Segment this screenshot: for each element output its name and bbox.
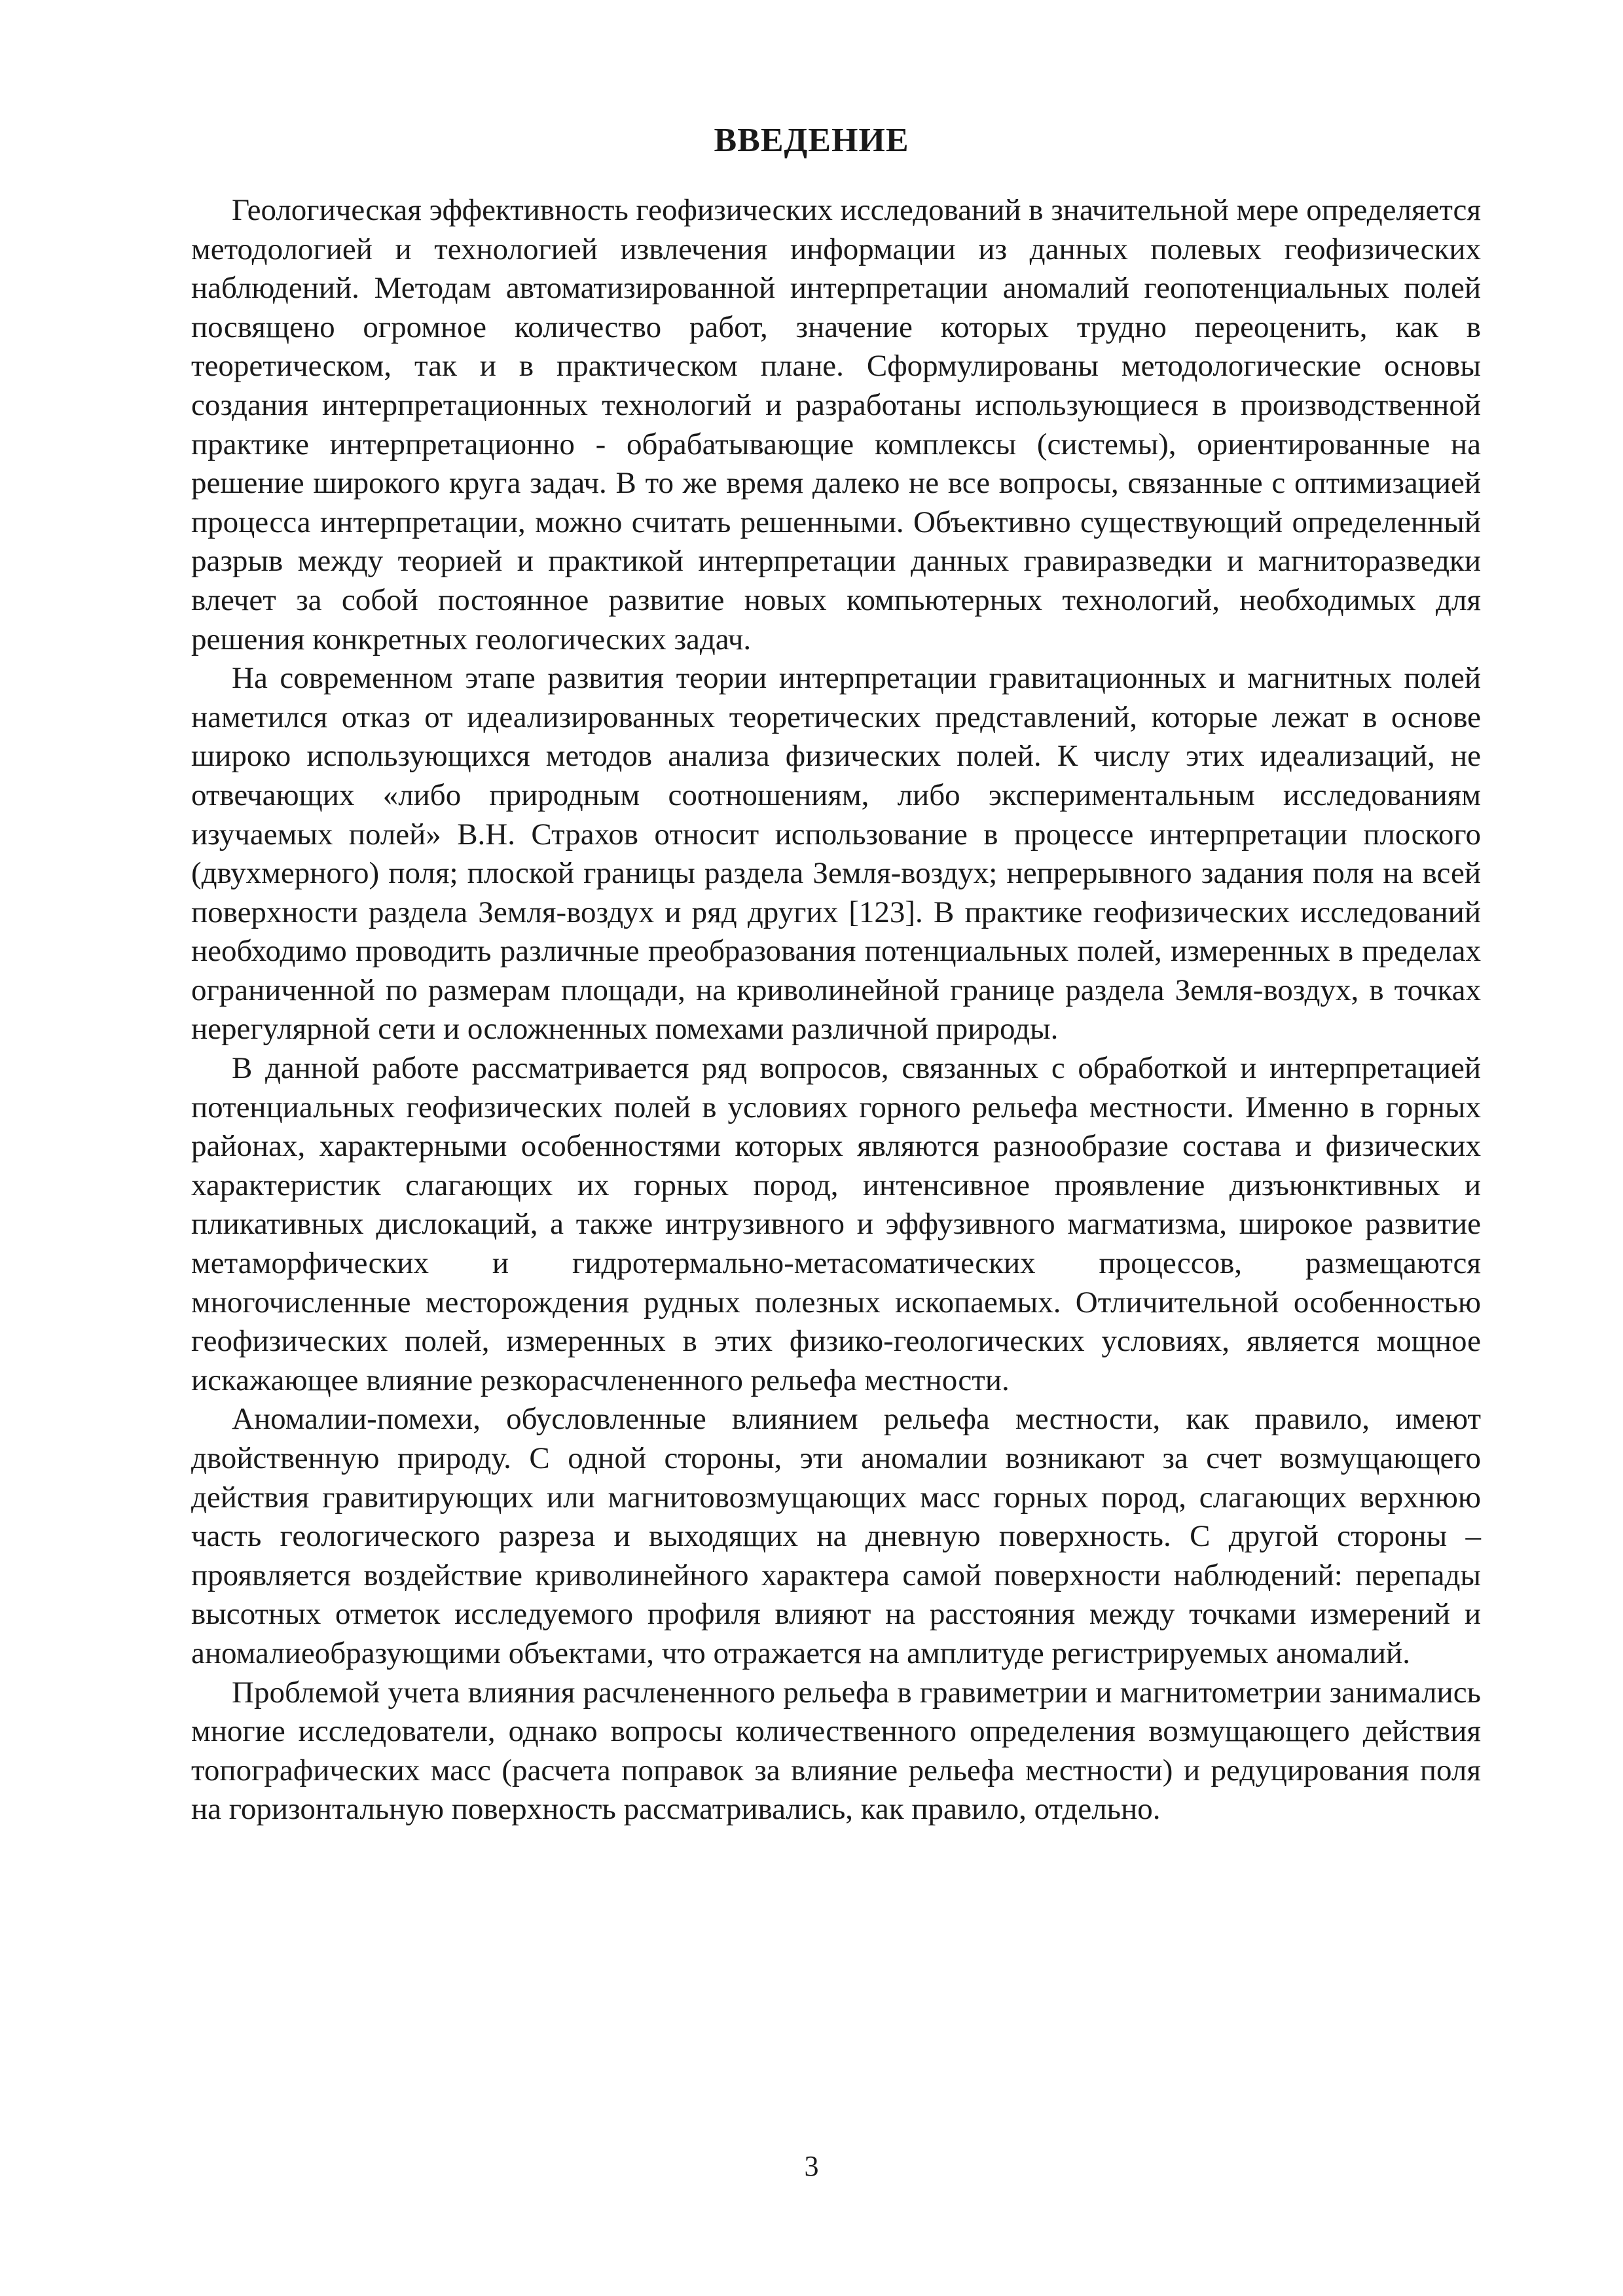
paragraph-1: Геологическая эффективность геофизических исследований в значительной мере определяется методологией и технологией извлечения информации из данных полевых геофизических наблюдений. Методам автоматизированной интерпретации аномалий геопотенциальных полей посвящено огромное количество работ, значение которых трудно переоценить, как в теоретическом, так и в практическом плане. Сформулированы методологические основы создания интерпретационных технологий и разработаны использующиеся в производственной практике интерпретационно - обрабатывающие комплексы (системы), ориентированные на решение широкого круга задач. В то же время далеко не все вопросы, связанные с оптимизацией процесса интерпретации, можно считать решенными. Объективно существующий определенный разрыв между теорией и практикой интерпретации данных гравиразведки и магниторазведки влечет за собой постоянное развитие новых компьютерных технологий, необходимых для решения конкретных геологических задач. (191, 193, 1481, 656)
paragraph-5: Проблемой учета влияния расчлененного рельефа в гравиметрии и магнитометрии занимались многие исследователи, однако вопросы количественного определения возмущающего действия топографических масс (расчета поправок за влияние рельефа местности) и редуцирования поля на горизонтальную поверхность рассматривались, как правило, отдельно. (191, 1675, 1481, 1827)
paragraph-4: Аномалии-помехи, обусловленные влиянием рельефа местности, как правило, имеют двойственную природу. С одной стороны, эти аномалии возникают за счет возмущающего действия гравитирующих или магнитовозмущающих масс горных пород, слагающих верхнюю часть геологического разреза и выходящих на дневную поверхность. С другой стороны – проявляется воздействие криволинейного характера самой поверхности наблюдений: перепады высотных отметок исследуемого профиля влияют на расстояния между точками измерений и аномалиеобразующими объектами, что отражается на амплитуде регистрируемых аномалий. (191, 1402, 1481, 1670)
page-number: 3 (804, 2150, 819, 2182)
body-text (191, 191, 1481, 1829)
paragraph-2: На современном этапе развития теории интерпретации гравитационных и магнитных полей наметился отказ от идеализированных теоретических представлений, которые лежат в основе широко использующихся методов анализа физических полей. К числу этих идеализаций, не отвечающих «либо природным соотношениям, либо экспериментальным исследованиям изучаемых полей» В.Н. Страхов относит использование в процессе интерпретации плоского (двухмерного) поля; плоской границы раздела Земля-воздух; непрерывного задания поля на всей поверхности раздела Земля-воздух и ряд других [123]. В практике геофизических исследований необходимо проводить различные преобразования потенциальных полей, измеренных в пределах ограниченной по размерам площади, на криволинейной границе раздела Земля-воздух, в точках нерегулярной сети и осложненных помехами различной природы. (191, 661, 1481, 1047)
paragraph-3: В данной работе рассматривается ряд вопросов, связанных с обработкой и интерпретацией потенциальных геофизических полей в условиях горного рельефа местности. Именно в горных районах, характерными особенностями которых являются разнообразие состава и физических характеристик слагающих их горных пород, интенсивное проявление дизъюнктивных и пликативных дислокаций, а также интрузивного и эффузивного магматизма, широкое развитие метаморфических и гидротермально-метасоматических процессов, размещаются многочисленные месторождения рудных полезных ископаемых. Отличительной особенностью геофизических полей, измеренных в этих физико-геологических условиях, является мощное искажающее влияние резкорасчлененного рельефа местности. (191, 1051, 1481, 1397)
page-title: ВВЕДЕНИЕ (714, 122, 909, 159)
